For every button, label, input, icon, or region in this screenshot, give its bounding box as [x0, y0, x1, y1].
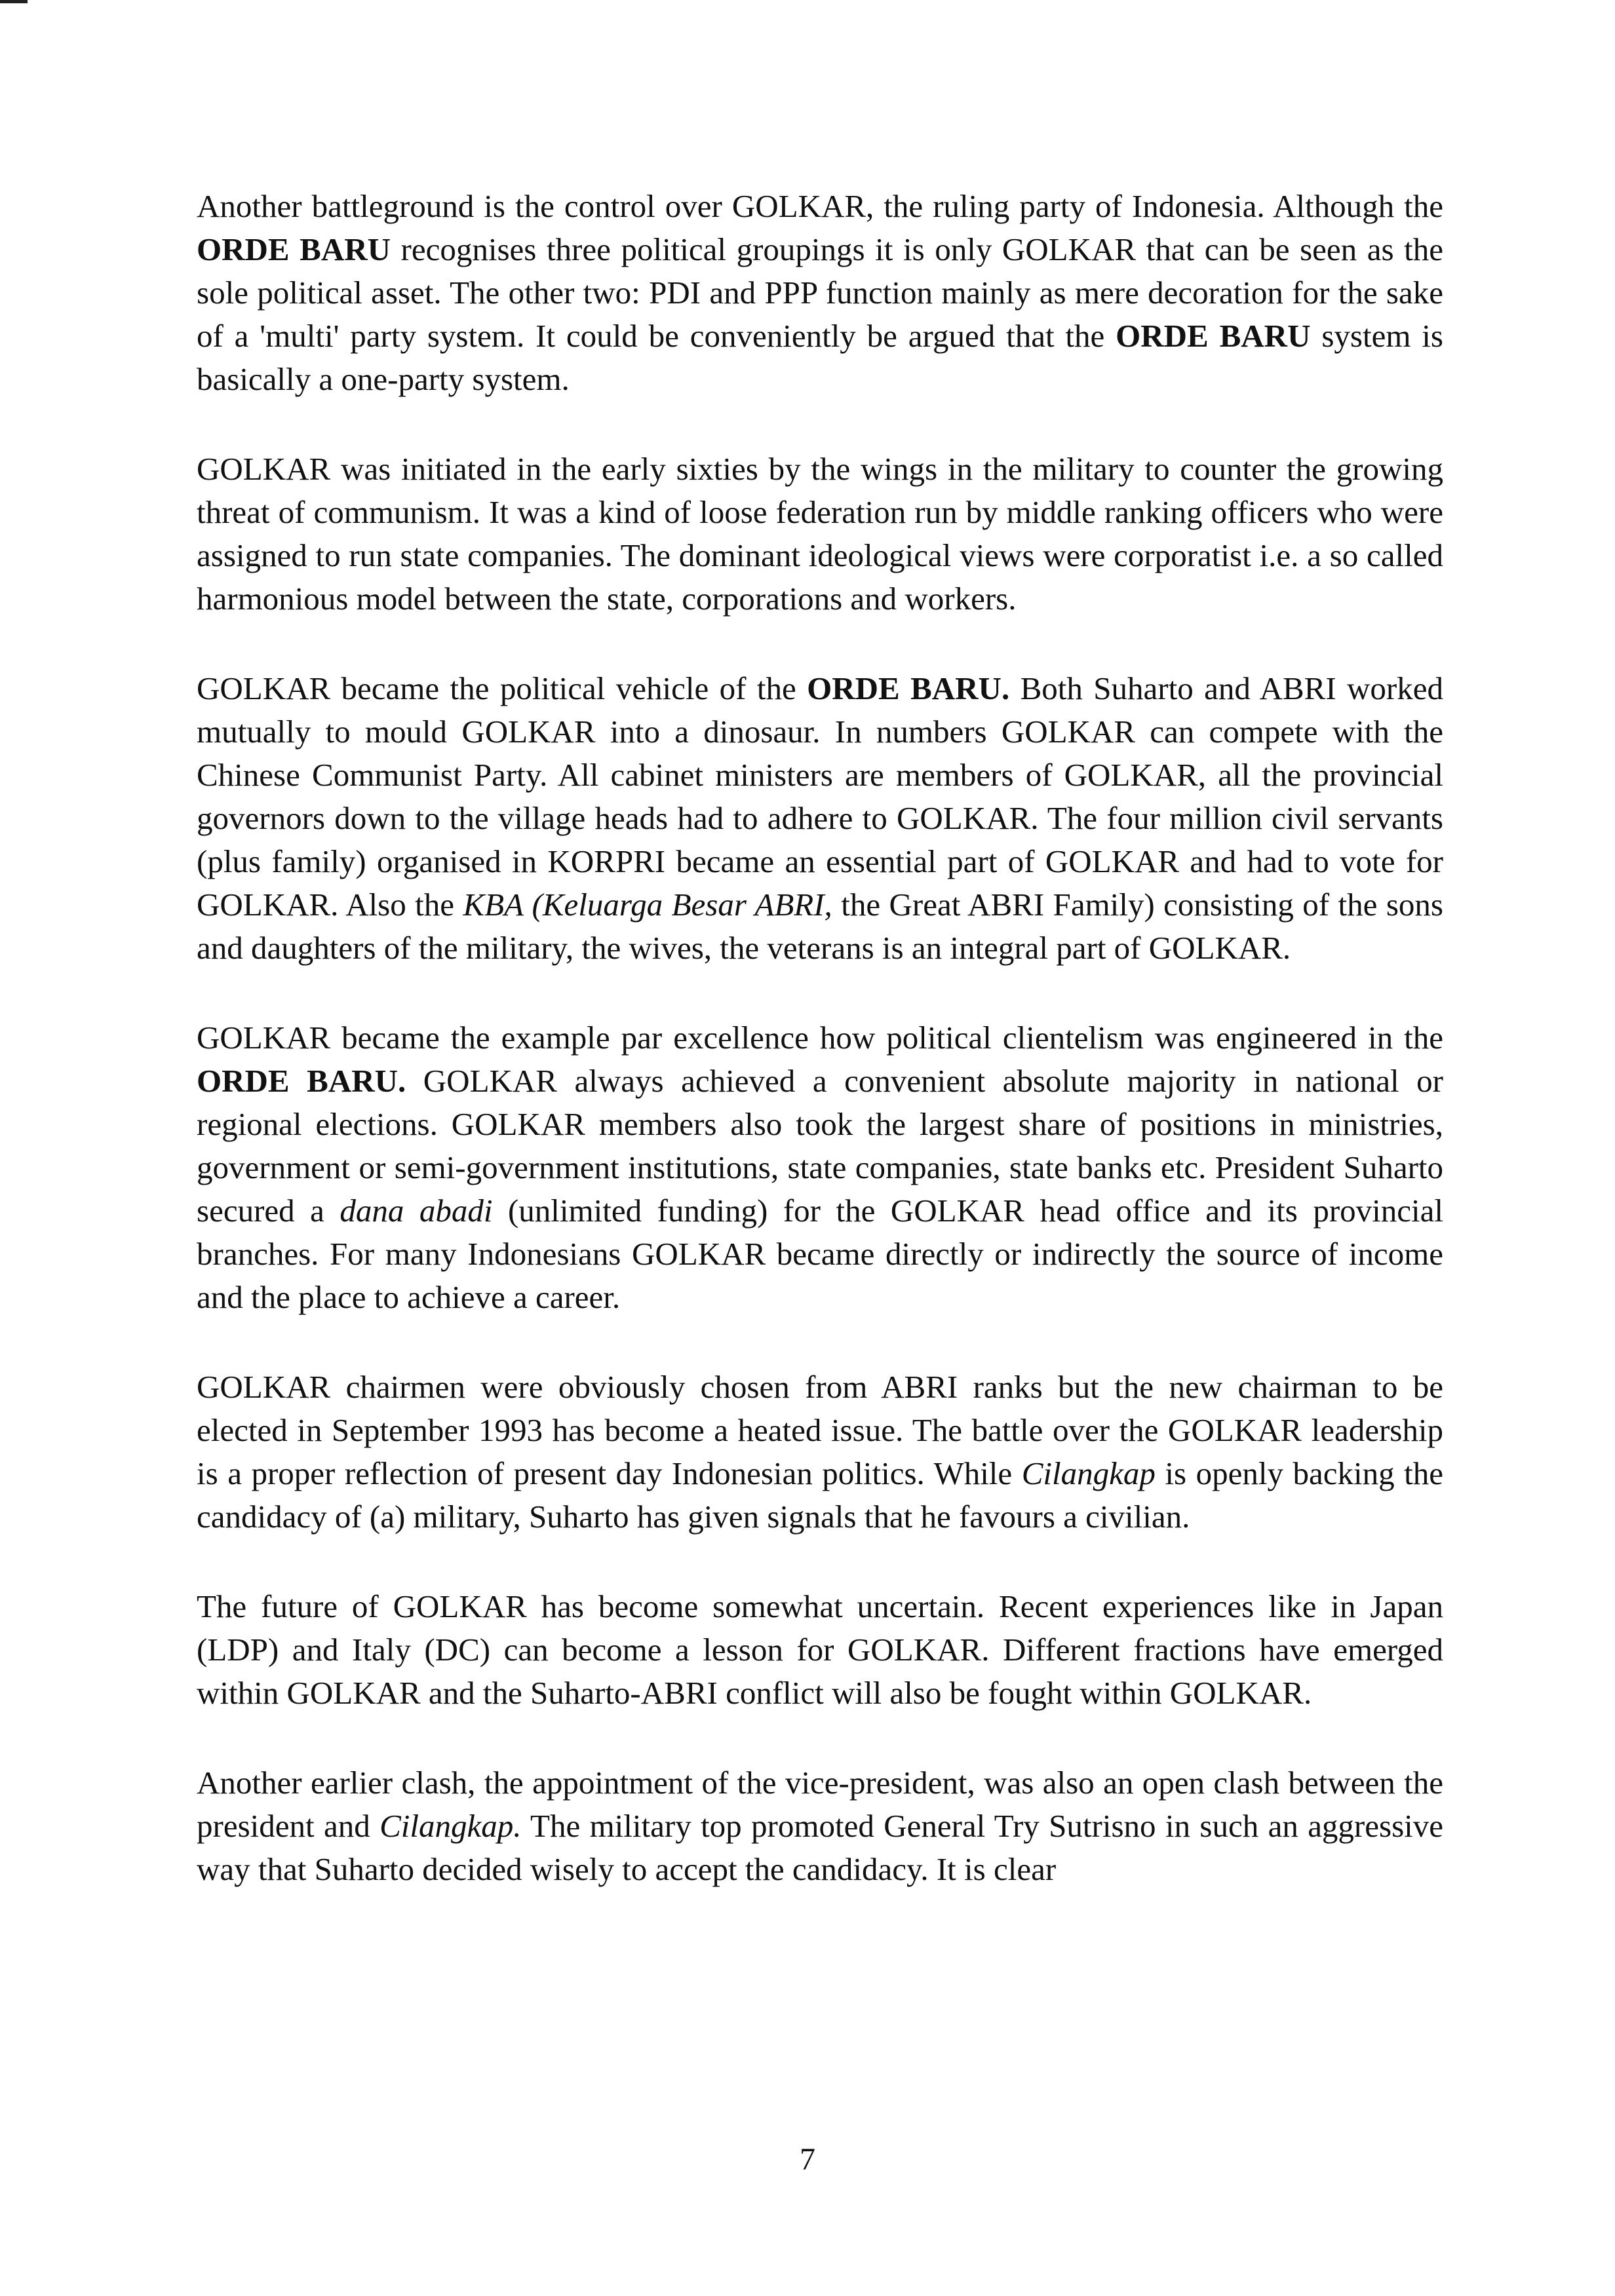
text-run: Another battleground is the control over GOLKAR, the ruling party of Indonesia. Although the	[197, 188, 1443, 224]
text-run: GOLKAR chairmen were obviously chosen from ABRI ranks but the new chairman to be elected in September 1993 has become a heated issue. The battle over the GOLKAR leadership is a proper reflection of present day Indonesian politics. While	[197, 1369, 1443, 1491]
paragraph-vice-president-clash	[197, 1761, 1443, 1891]
paragraph-golkar-origins	[197, 448, 1443, 621]
text-run: GOLKAR was initiated in the early sixties by the wings in the military to counter the growing threat of communism. It was a kind of loose federation run by middle ranking officers who were assigned to run state companies. The dominant ideological views were corporatist i.e. a so called harmonious model between the state, corporations and workers.	[197, 451, 1443, 617]
text-run: the Great ABRI Family) consisting of the sons and daughters of the military, the wives, the veterans is an integral part of GOLKAR.	[197, 887, 1443, 966]
text-run: GOLKAR always achieved a convenient absolute majority in national or regional elections. GOLKAR members also took the largest share of positions in ministries, government or semi-government institutions, state companies, state banks etc. President Suharto secured a	[197, 1063, 1443, 1229]
italic-term: Cilangkap	[1021, 1455, 1156, 1491]
italic-term: Cilangkap.	[379, 1808, 522, 1844]
paragraph-golkar-battleground	[197, 185, 1443, 401]
text-run: Both Suharto and ABRI worked mutually to mould GOLKAR into a dinosaur. In numbers GOLKAR can compete with the Chinese Communist Party. All cabinet ministers are members of GOLKAR, all the provincial governors down to the village heads had to adhere to GOLKAR. The four million civil servants (plus family) organised in KORPRI became an essential part of GOLKAR and had to vote for GOLKAR. Also the	[197, 670, 1443, 923]
italic-term: KBA (Keluarga Besar ABRI,	[463, 887, 832, 923]
bold-term: ORDE BARU	[197, 231, 391, 267]
scan-edge-mark	[0, 0, 28, 3]
text-run: (unlimited funding) for the GOLKAR head office and its provincial branches. For many Indonesians GOLKAR became directly or indirectly the source of income and the place to achieve a career.	[197, 1193, 1443, 1315]
page-number: 7	[800, 2142, 815, 2177]
document-body	[197, 185, 1443, 1938]
text-run: Another earlier clash, the appointment of the vice-president, was also an open clash between the president and	[197, 1765, 1443, 1844]
text-run: The future of GOLKAR has become somewhat uncertain. Recent experiences like in Japan (LDP) and Italy (DC) can become a lesson for GOLKAR. Different fractions have emerged within GOLKAR and the Suharto-ABRI conflict will also be fought within GOLKAR.	[197, 1588, 1443, 1711]
paragraph-golkar-future	[197, 1585, 1443, 1715]
paragraph-golkar-chairmen	[197, 1366, 1443, 1539]
bold-term: ORDE BARU	[1116, 318, 1311, 354]
bold-term: ORDE BARU.	[197, 1063, 406, 1099]
paragraph-political-clientelism	[197, 1016, 1443, 1319]
text-run: system is basically a one-party system.	[197, 318, 1443, 397]
italic-term: dana abadi	[340, 1193, 493, 1229]
paragraph-political-vehicle	[197, 667, 1443, 970]
text-run: The military top promoted General Try Sutrisno in such an aggressive way that Suharto decided wisely to accept the candidacy. It is clear	[197, 1808, 1444, 1887]
text-run: recognises three political groupings it is only GOLKAR that can be seen as the sole political asset. The other two: PDI and PPP function mainly as mere decoration for the sake of a 'multi' party system. It could be conveniently be argued that the	[197, 231, 1443, 354]
bold-term: ORDE BARU.	[807, 670, 1010, 706]
text-run: GOLKAR became the example par excellence how political clientelism was engineered in the	[197, 1020, 1443, 1056]
text-run: is openly backing the candidacy of (a) military, Suharto has given signals that he favours a civilian.	[197, 1455, 1443, 1535]
text-run: GOLKAR became the political vehicle of the	[197, 670, 808, 706]
